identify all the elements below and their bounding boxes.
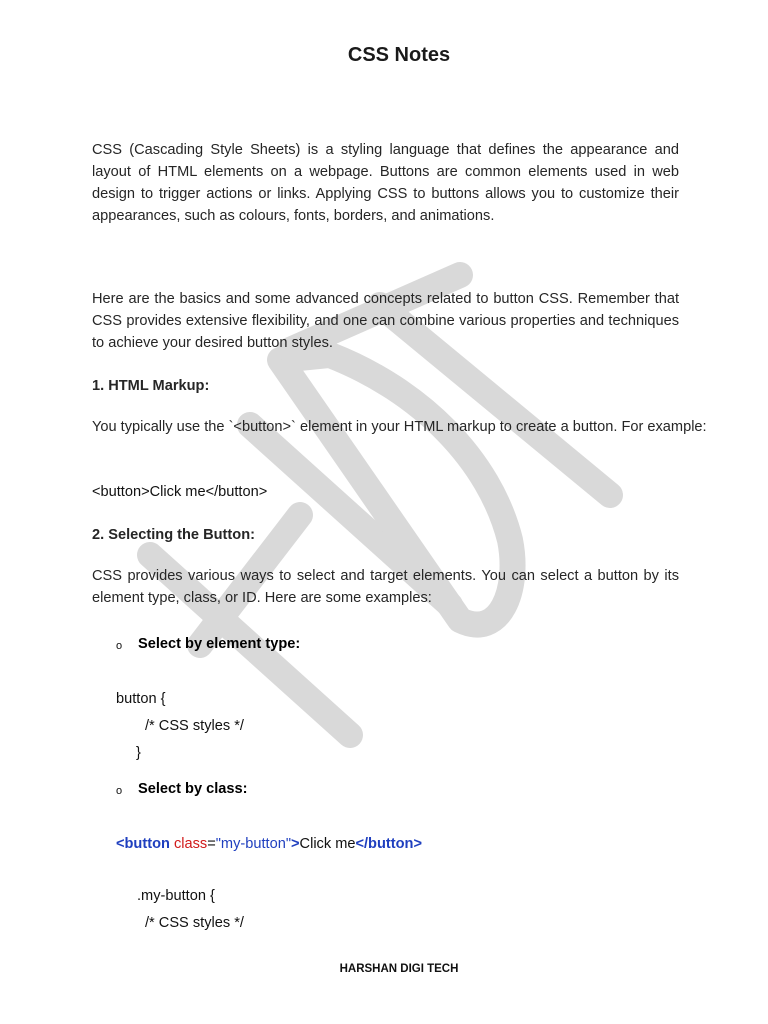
class-css-line-2: /* CSS styles */ bbox=[145, 915, 244, 931]
html-attribute: class bbox=[169, 836, 208, 852]
section-1-heading: 1. HTML Markup: bbox=[92, 378, 210, 394]
section-1-text: You typically use the `<button>` element in your HTML markup to create a button. For example: bbox=[92, 419, 707, 435]
class-css-line-1: .my-button { bbox=[137, 888, 215, 904]
basics-paragraph: Here are the basics and some advanced concepts related to button CSS. Remember that CSS provides extensive flexibility, and one can combine various properties and techniques to achieve your desired button styles. bbox=[92, 291, 679, 351]
html-attribute-value: "my-button" bbox=[215, 836, 291, 852]
element-code-line-3: } bbox=[136, 745, 141, 761]
bullet-marker: o bbox=[116, 785, 123, 797]
bullet-select-by-class: Select by class: bbox=[138, 781, 248, 797]
element-code-line-2: /* CSS styles */ bbox=[145, 718, 244, 734]
bullet-marker: o bbox=[116, 640, 123, 652]
html-close-tag: </button> bbox=[355, 836, 422, 852]
class-html-code bbox=[116, 833, 422, 855]
section-2-text: CSS provides various ways to select and target elements. You can select a button by its element type, class, or ID. Here are some examples: bbox=[92, 568, 679, 606]
page-footer: HARSHAN DIGI TECH bbox=[339, 963, 459, 975]
element-code-line-1: button { bbox=[116, 691, 166, 707]
html-open-tag: <button bbox=[116, 836, 170, 852]
html-equals: = bbox=[207, 836, 216, 852]
intro-paragraph: CSS (Cascading Style Sheets) is a styling language that defines the appearance and layout of HTML elements on a webpage. Buttons are common elements used in web design to trigger actions or links. Applying CSS to buttons allows you to customize their appearances, such as colours, fonts, borders, and animations. bbox=[92, 142, 679, 224]
page-title: CSS Notes bbox=[347, 44, 451, 66]
section-2-heading: 2. Selecting the Button: bbox=[92, 527, 255, 543]
html-tag-close-bracket: > bbox=[291, 836, 300, 852]
html-text: Click me bbox=[299, 836, 356, 852]
section-1-code: <button>Click me</button> bbox=[92, 484, 268, 500]
bullet-select-by-element: Select by element type: bbox=[138, 636, 301, 652]
